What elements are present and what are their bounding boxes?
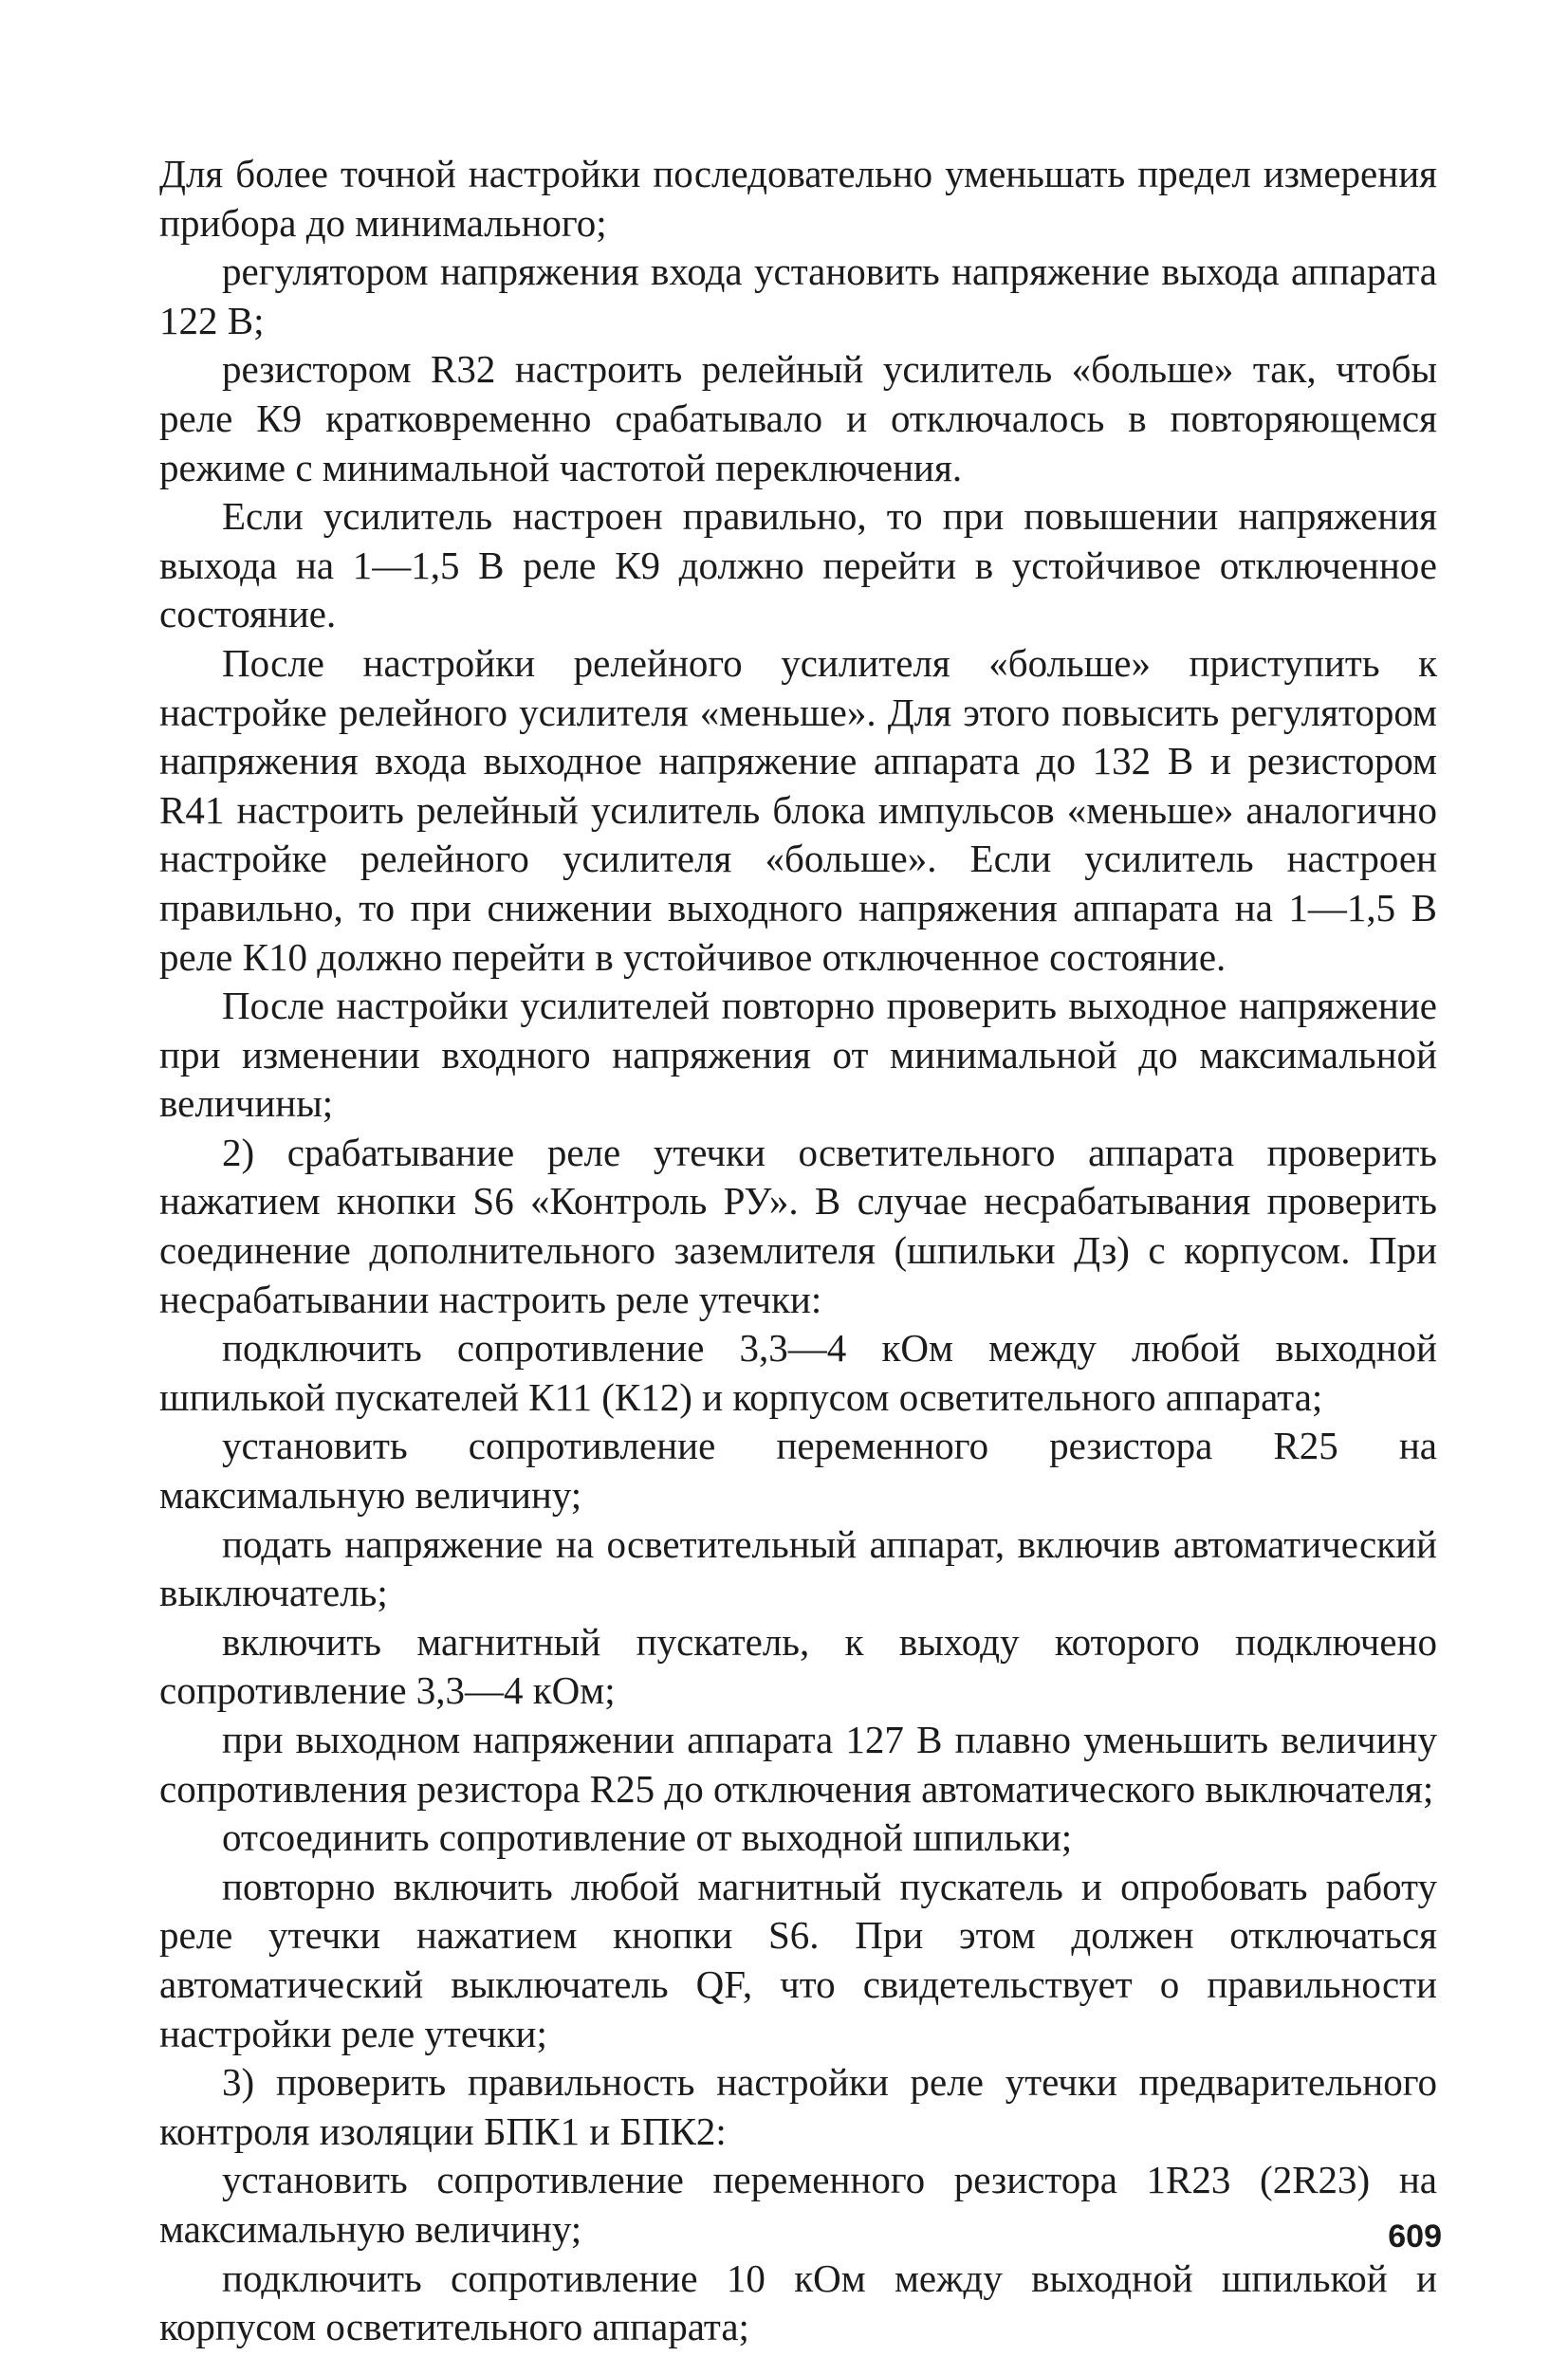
paragraph: подать напряжение на осветительный аппарат, включив автоматический выключатель; xyxy=(159,1521,1437,1615)
paragraph: регулятором напряжения входа установить напряжение выхода аппарата 122 В; xyxy=(159,249,1437,342)
paragraph: включить магнитный пускатель, к выходу которого подключено сопротивление 3,3—4 кОм; xyxy=(159,1619,1437,1713)
paragraph: установить сопротивление переменного резистора 1R23 (2R23) на максимальную величину; xyxy=(159,2158,1437,2251)
paragraph: при выходном напряжении аппарата 127 В плавно уменьшить величину сопротивления резистора R25 до отключения автоматического выключателя; xyxy=(159,1718,1437,1811)
paragraph: После настройки усилителей повторно проверить выходное напряжение при изменении входного напряжения от минимальной до максимальной величины; xyxy=(159,984,1437,1126)
page-body xyxy=(159,150,1437,2352)
paragraph: отсоединить сопротивление от выходной шпильки; xyxy=(222,1815,1073,1860)
paragraph: Для более точной настройки последовательно уменьшать предел измерения прибора до минимального; xyxy=(159,152,1437,245)
paragraph: подключить сопротивление 10 кОм между выходной шпилькой и корпусом осветительного аппарата; xyxy=(159,2255,1437,2349)
page-number: 609 xyxy=(1388,2219,1442,2255)
paragraph: После настройки релейного усилителя «больше» приступить к настройке релейного усилителя «меньше». Для этого повысить регулятором напряжения входа выходное напряжение аппарата до 132 В и резистором R41 настроить релейный усилитель блока импульсов «меньше» аналогично настройке релейного усилителя «больше». Если усилитель настроен правильно, то при снижении выходного напряжения аппарата на 1—1,5 В реле К10 должно перейти в устойчивое отключенное состояние. xyxy=(159,640,1437,979)
paragraph: 2) срабатывание реле утечки осветительного аппарата проверить нажатием кнопки S6 «Контроль РУ». В случае несрабатывания проверить соединение дополнительного заземлителя (шпильки Дз) с корпусом. При несрабатывании настроить реле утечки: xyxy=(159,1130,1437,1321)
paragraph: повторно включить любой магнитный пускатель и опробовать работу реле утечки нажатием кнопки S6. При этом должен отключаться автоматический выключатель QF, что свидетельствует о правильности настройки реле утечки; xyxy=(159,1864,1437,2055)
paragraph: Если усилитель настроен правильно, то при повышении напряжения выхода на 1—1,5 В реле К9 должно перейти в устойчивое отключенное состояние. xyxy=(159,494,1437,636)
paragraph: установить сопротивление переменного резистора R25 на максимальную величину; xyxy=(159,1424,1437,1518)
paragraph: резистором R32 настроить релейный усилитель «больше» так, чтобы реле К9 кратковременно срабатывало и отключалось в повторяющемся режиме с минимальной частотой переключения. xyxy=(159,347,1437,489)
paragraph: 3) проверить правильность настройки реле утечки предварительного контроля изоляции БПК1 и БПК2: xyxy=(159,2060,1437,2153)
paragraph: подключить сопротивление 3,3—4 кОм между любой выходной шпилькой пускателей К11 (К12) и корпусом осветительного аппарата; xyxy=(159,1326,1437,1419)
